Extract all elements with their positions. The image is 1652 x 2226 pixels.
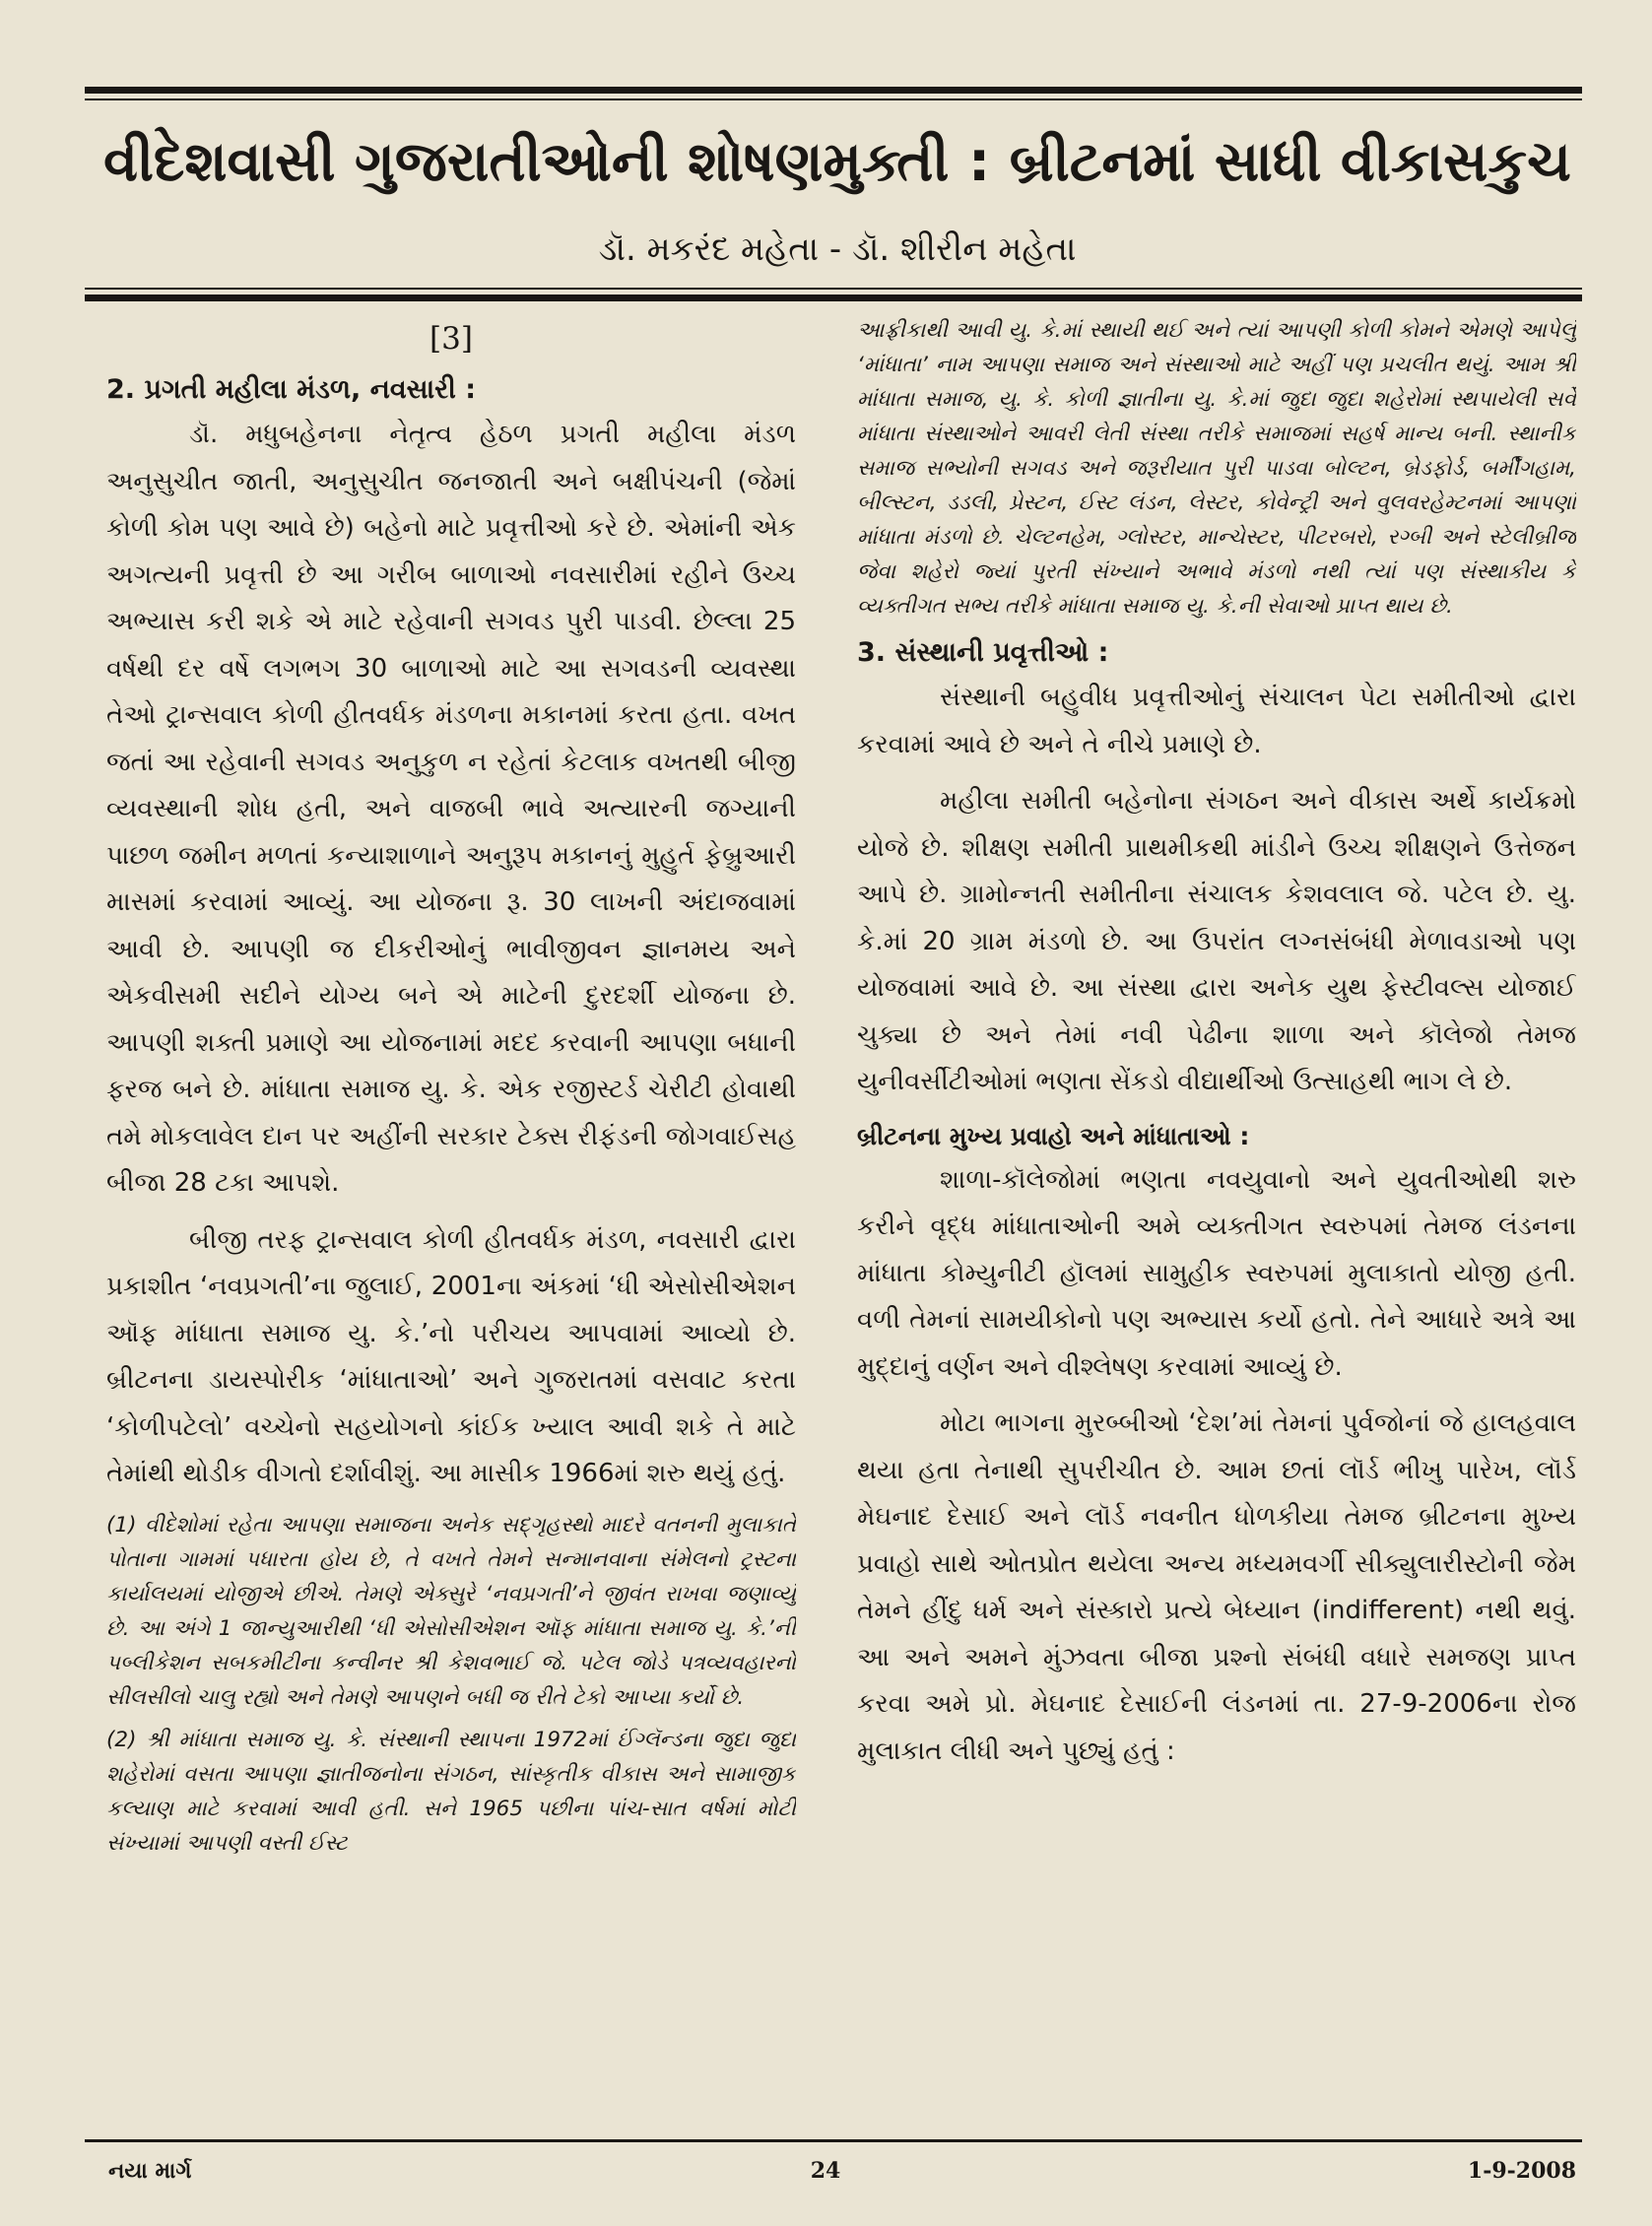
- header-rule-thin: [85, 288, 1582, 290]
- left-column: [106, 313, 796, 2096]
- heading-institution-activities: 3. સંસ્થાની પ્રવૃત્તીઓ :: [857, 637, 1109, 668]
- paragraph: મોટા ભાગના મુરબ્બીઓ ‘દેશ’માં તેમનાં પુર્વજોનાં જે હાલહવાલ થયા હતા તેનાથી સુપરીચીત છે. આમ છતાં લૉર્ડ ભીખુ પારેખ, લૉર્ડ મેઘનાદ દેસાઈ અને લૉર્ડ નવનીત ધોળકીયા તેમજ બ્રીટનના મુખ્ય પ્રવાહો સાથે ઓતપ્રોત થયેલા અન્ય મધ્યમવર્ગી સીક્યુલારીસ્ટોની જેમ તેમને હીંદુ ધર્મ અને સંસ્કારો પ્રત્યે બેધ્યાન (indifferent) નથી થવું. આ અને અમને મુંઝવતા બીજા પ્રશ્નો સંબંધી વધારે સમજણ પ્રાપ્ત કરવા અમે પ્રો. મેઘનાદ દેસાઈની લંડનમાં તા. 27-9-2006ના રોજ મુલાકાત લીધી અને પુછ્યું હતું :: [857, 1408, 1576, 1766]
- paragraph: બીજી તરફ ટ્રાન્સવાલ કોળી હીતવર્ધક મંડળ, નવસારી દ્વારા પ્રકાશીત ‘નવપ્રગતી’ના જુલાઈ, 2001ના અંકમાં ‘ધી એસોસીએશન ઑફ માંધાતા સમાજ યુ. કે.’નો પરીચય આપવામાં આવ્યો છે. બ્રીટનના ડાયસ્પોરીક ‘માંધાતાઓ’ અને ગુજરાતમાં વસવાટ કરતા ‘કોળીપટેલો’ વચ્ચેનો સહયોગનો કાંઈક ખ્યાલ આવી શકે તે માટે તેમાંથી થોડીક વીગતો દર્શાવીશું. આ માસીક 1966માં શરુ થયું હતું.: [106, 1224, 796, 1488]
- footnote-continued: આફ્રીકાથી આવી યુ. કે.માં સ્થાયી થઈ અને ત્યાં આપણી કોળી કોમને એમણે આપેલું ‘માંધાતા’ નામ આપણા સમાજ અને સંસ્થાઓ માટે અહીં પણ પ્રચલીત થયું. આમ શ્રી માંધાતા સમાજ, યુ. કે. કોળી જ્ઞાતીના યુ. કે.માં જુદા જુદા શહેરોમાં સ્થપાયેલી સર્વે માંધાતા સંસ્થાઓને આવરી લેતી સંસ્થા તરીકે સમાજમાં સહર્ષ માન્ય બની. સ્થાનીક સમાજ સભ્યોની સગવડ અને જરૂરીયાત પુરી પાડવા બોલ્ટન, બ્રેડફોર્ડ, બર્મીંગહામ, બીલ્સ્ટન, ડડલી, પ્રેસ્ટન, ઈસ્ટ લંડન, લેસ્ટર, કોવેન્ટ્રી અને વુલવરહેમ્ટનમાં આપણાં માંધાતા મંડળો છે. ચેલ્ટનહેમ, ગ્લોસ્ટર, માન્ચેસ્ટર, પીટરબરો, રગ્બી અને સ્ટેલીબ્રીજ જેવા શહેરો જ્યાં પુરતી સંખ્યાને અભાવે મંડળો નથી ત્યાં પણ સંસ્થાકીય કે વ્યક્તીગત સભ્ય તરીકે માંધાતા સમાજ યુ. કે.ની સેવાઓ પ્રાપ્ત થાય છે.: [857, 318, 1576, 619]
- article-authors: ડૉ. મકરંદ મહેતા - ડૉ. શીરીન મહેતા: [598, 229, 1077, 269]
- paragraph: મહીલા સમીતી બહેનોના સંગઠન અને વીકાસ અર્થે કાર્યક્રમો યોજે છે. શીક્ષણ સમીતી પ્રાથમીકથી માંડીને ઉચ્ચ શીક્ષણને ઉત્તેજન આપે છે. ગ્રામોન્નતી સમીતીના સંચાલક કેશવલાલ જે. પટેલ છે. યુ. કે.માં 20 ગ્રામ મંડળો છે. આ ઉપરાંત લગ્નસંબંધી મેળાવડાઓ પણ યોજવામાં આવે છે. આ સંસ્થા દ્વારા અનેક યુથ ફેસ્ટીવલ્સ યોજાઈ ચુક્યા છે અને તેમાં નવી પેઢીના શાળા અને કૉલેજો તેમજ યુનીવર્સીટીઓમાં ભણતા સેંકડો વીદ્યાર્થીઓ ઉત્સાહથી ભાગ લે છે.: [857, 786, 1576, 1096]
- paragraph: ડૉ. મધુબહેનના નેતૃત્વ હેઠળ પ્રગતી મહીલા મંડળ અનુસુચીત જાતી, અનુસુચીત જનજાતી અને બક્ષીપંચની (જેમાં કોળી કોમ પણ આવે છે) બહેનો માટે પ્રવૃત્તીઓ કરે છે. એમાંની એક અગત્યની પ્રવૃત્તી છે આ ગરીબ બાળાઓ નવસારીમાં રહીને ઉચ્ચ અભ્યાસ કરી શકે એ માટે રહેવાની સગવડ પુરી પાડવી. છેલ્લા 25 વર્ષથી દર વર્ષે લગભગ 30 બાળાઓ માટે આ સગવડની વ્યવસ્થા તેઓ ટ્રાન્સવાલ કોળી હીતવર્ધક મંડળના મકાનમાં કરતા હતા. વખત જતાં આ રહેવાની સગવડ અનુકુળ ન રહેતાં કેટલાક વખતથી બીજી વ્યવસ્થાની શોધ હતી, અને વાજબી ભાવે અત્યારની જગ્યાની પાછળ જમીન મળતાં કન્યાશાળાને અનુરૂપ મકાનનું મુહુર્ત ફેબ્રુઆરી માસમાં કરવામાં આવ્યું. આ યોજના રૂ. 30 લાખની અંદાજવામાં આવી છે. આપણી જ દીકરીઓનું ભાવીજીવન જ્ઞાનમય અને એકવીસમી સદીને યોગ્ય બને એ માટેની દુરદર્શી યોજના છે. આપણી શક્તી પ્રમાણે આ યોજનામાં મદદ કરવાની આપણા બધાની ફરજ બને છે. માંધાતા સમાજ યુ. કે. એક રજીસ્ટર્ડ ચેરીટી હોવાથી તમે મોકલાવેલ દાન પર અહીંની સરકાર ટેક્સ રીફંડની જોગવાઈસહ બીજા 28 ટકા આપશે.: [106, 420, 796, 1198]
- footer-page-number: 24: [810, 2158, 841, 2184]
- heading-pragati-mahila-mandal: 2. પ્રગતી મહીલા મંડળ, નવસારી :: [106, 374, 477, 405]
- paragraph: શાળા-કૉલેજોમાં ભણતા નવયુવાનો અને યુવતીઓથી શરુ કરીને વૃદ્ધ માંધાતાઓની અમે વ્યક્તીગત સ્વરુપમાં તેમજ લંડનના માંધાતા કોમ્યુનીટી હૉલમાં સામુહીક સ્વરુપમાં મુલાકાતો યોજી હતી. વળી તેમનાં સામયીકોનો પણ અભ્યાસ કર્યો હતો. તેને આધારે અત્રે આ મુદ્દાનું વર્ણન અને વીશ્લેષણ કરવામાં આવ્યું છે.: [857, 1164, 1576, 1382]
- footnote: (1) વીદેશોમાં રહેતા આપણા સમાજના અનેક સદ્‌ગૃહસ્થો માદરે વતનની મુલાકાતે પોતાના ગામમાં પધારતા હોય છે, તે વખતે તેમને સન્માનવાના સંમેલનો ટ્રસ્ટના કાર્યાલયમાં યોજીએ છીએ. તેમણે એક્સુરે ‘નવપ્રગતી’ને જીવંત રાખવા જણાવ્યું છે. આ અંગે 1 જાન્યુઆરીથી ‘ધી એસોસીએશન ઑફ માંધાતા સમાજ યુ. કે.’ની પબ્લીકેશન સબકમીટીના કન્વીનર શ્રી કેશવભાઈ જે. પટેલ જોડે પત્રવ્યવહારનો સીલસીલો ચાલુ રહ્યો અને તેમણે આપણને બધી જ રીતે ટેકો આપ્યા કર્યો છે.: [106, 1512, 796, 1710]
- footer-rule: [85, 2139, 1582, 2142]
- paragraph: સંસ્થાની બહુવીધ પ્રવૃત્તીઓનું સંચાલન પેટા સમીતીઓ દ્વારા કરવામાં આવે છે અને તે નીચે પ્રમાણે છે.: [857, 683, 1576, 759]
- subheading-britain-mainstream: બ્રીટનના મુખ્ય પ્રવાહો અને માંધાતાઓ :: [857, 1121, 1250, 1150]
- article-title: વીદેશવાસી ગુજરાતીઓની શોષણમુક્તી : બ્રીટનમાં સાધી વીકાસકુચ: [103, 130, 1571, 194]
- top-rule-thick: [85, 87, 1582, 94]
- header-rule-thick: [85, 295, 1582, 301]
- right-column: [857, 313, 1576, 2096]
- footer-magazine-name: નયા માર્ગ: [108, 2158, 192, 2184]
- section-number: [3]: [430, 321, 473, 357]
- footer-date: 1-9-2008: [1467, 2158, 1576, 2184]
- footnote: (2) શ્રી માંધાતા સમાજ યુ. કે. સંસ્થાની સ્થાપના 1972માં ઈંગ્લૅન્ડના જુદા જુદા શહેરોમાં વસતા આપણા જ્ઞાતીજનોના સંગઠન, સાંસ્કૃતીક વીકાસ અને સામાજીક કલ્યાણ માટે કરવામાં આવી હતી. સને 1965 પછીના પાંચ-સાત વર્ષમાં મોટી સંખ્યામાં આપણી વસ્તી ઈસ્ટ: [106, 1727, 796, 1856]
- top-rule-thin: [85, 98, 1582, 100]
